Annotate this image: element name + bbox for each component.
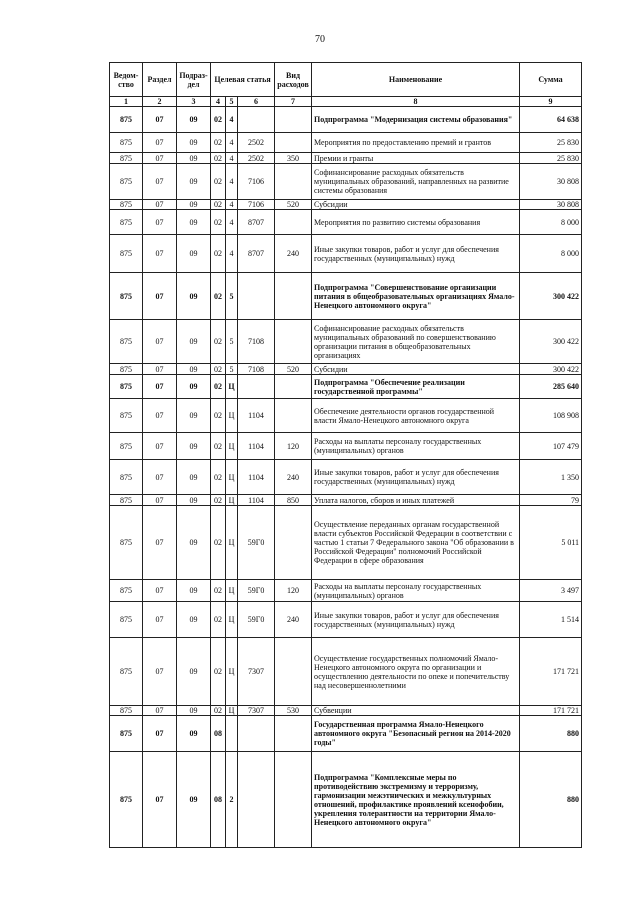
cell-target-subprogram: 4 bbox=[226, 200, 238, 210]
table-row bbox=[110, 107, 582, 133]
cell-sum: 171 721 bbox=[520, 706, 582, 716]
cell-target-subprogram: 4 bbox=[226, 133, 238, 153]
table-row bbox=[110, 320, 582, 364]
cell-razdel: 07 bbox=[143, 433, 177, 460]
cell-vedomstvo: 875 bbox=[110, 133, 143, 153]
table-row bbox=[110, 580, 582, 602]
cell-target-program: 02 bbox=[211, 433, 226, 460]
cell-target-program: 02 bbox=[211, 506, 226, 580]
cell-vedomstvo: 875 bbox=[110, 375, 143, 399]
cell-expense-type bbox=[275, 273, 312, 320]
cell-target-subprogram: Ц bbox=[226, 375, 238, 399]
cell-target-subprogram: 5 bbox=[226, 364, 238, 375]
cell-name: Расходы на выплаты персоналу государственных (муниципальных) органов bbox=[312, 433, 520, 460]
cell-target-direction: 7108 bbox=[238, 320, 275, 364]
cell-target-direction bbox=[238, 752, 275, 848]
cell-name: Субвенции bbox=[312, 706, 520, 716]
cell-razdel: 07 bbox=[143, 716, 177, 752]
cell-target-subprogram: Ц bbox=[226, 460, 238, 495]
cell-sum: 1 350 bbox=[520, 460, 582, 495]
cell-expense-type bbox=[275, 506, 312, 580]
cell-name: Премии и гранты bbox=[312, 153, 520, 164]
cell-target-program: 02 bbox=[211, 375, 226, 399]
column-number: 3 bbox=[177, 97, 211, 107]
cell-expense-type: 850 bbox=[275, 495, 312, 506]
cell-target-program: 08 bbox=[211, 716, 226, 752]
cell-sum: 300 422 bbox=[520, 273, 582, 320]
cell-target-subprogram: Ц bbox=[226, 495, 238, 506]
cell-vedomstvo: 875 bbox=[110, 433, 143, 460]
header-razdel: Раздел bbox=[143, 63, 177, 97]
cell-name: Осуществление переданных органам государственной власти субъектов Российской Федерации в соответствии с частью 1 статьи 7 Федерального закона "Об образовании в Российской Федерации" полномочий Российской Федерации в сфере образования bbox=[312, 506, 520, 580]
cell-vedomstvo: 875 bbox=[110, 399, 143, 433]
cell-name: Расходы на выплаты персоналу государственных (муниципальных) органов bbox=[312, 580, 520, 602]
cell-name: Государственная программа Ямало-Ненецкого автономного округа "Безопасный регион на 2014-2020 годы" bbox=[312, 716, 520, 752]
column-number: 5 bbox=[226, 97, 238, 107]
table-row bbox=[110, 273, 582, 320]
cell-name: Софинансирование расходных обязательств муниципальных образований по совершенствованию организации питания в общеобразовательных организациях bbox=[312, 320, 520, 364]
table-row bbox=[110, 375, 582, 399]
cell-vedomstvo: 875 bbox=[110, 460, 143, 495]
cell-podrazdel: 09 bbox=[177, 460, 211, 495]
cell-expense-type bbox=[275, 375, 312, 399]
cell-target-program: 02 bbox=[211, 164, 226, 200]
cell-podrazdel: 09 bbox=[177, 200, 211, 210]
cell-expense-type: 120 bbox=[275, 580, 312, 602]
cell-target-direction bbox=[238, 107, 275, 133]
cell-target-program: 02 bbox=[211, 638, 226, 706]
cell-target-subprogram: 5 bbox=[226, 320, 238, 364]
cell-target-subprogram: 4 bbox=[226, 107, 238, 133]
cell-podrazdel: 09 bbox=[177, 638, 211, 706]
cell-razdel: 07 bbox=[143, 375, 177, 399]
cell-razdel: 07 bbox=[143, 602, 177, 638]
cell-vedomstvo: 875 bbox=[110, 495, 143, 506]
cell-name: Обеспечение деятельности органов государственной власти Ямало-Ненецкого автономного округа bbox=[312, 399, 520, 433]
cell-sum: 30 808 bbox=[520, 200, 582, 210]
cell-podrazdel: 09 bbox=[177, 107, 211, 133]
table-row bbox=[110, 506, 582, 580]
cell-target-direction: 1104 bbox=[238, 460, 275, 495]
cell-expense-type: 530 bbox=[275, 706, 312, 716]
cell-razdel: 07 bbox=[143, 320, 177, 364]
header-target-article: Целевая статья bbox=[211, 63, 275, 97]
cell-target-direction: 1104 bbox=[238, 399, 275, 433]
cell-target-subprogram: 4 bbox=[226, 164, 238, 200]
cell-name: Субсидии bbox=[312, 364, 520, 375]
cell-podrazdel: 09 bbox=[177, 210, 211, 235]
column-number: 6 bbox=[238, 97, 275, 107]
table-row bbox=[110, 495, 582, 506]
table-body bbox=[110, 63, 582, 848]
cell-vedomstvo: 875 bbox=[110, 638, 143, 706]
cell-name: Подпрограмма "Обеспечение реализации государственной программы" bbox=[312, 375, 520, 399]
table-row bbox=[110, 200, 582, 210]
cell-expense-type bbox=[275, 320, 312, 364]
cell-razdel: 07 bbox=[143, 399, 177, 433]
cell-target-subprogram: 4 bbox=[226, 235, 238, 273]
cell-sum: 300 422 bbox=[520, 320, 582, 364]
cell-target-program: 02 bbox=[211, 320, 226, 364]
cell-vedomstvo: 875 bbox=[110, 210, 143, 235]
cell-name: Осуществление государственных полномочий Ямало-Ненецкого автономного округа по организации и осуществлению деятельности по опеке и попечительству над несовершеннолетними bbox=[312, 638, 520, 706]
cell-target-subprogram: 5 bbox=[226, 273, 238, 320]
cell-sum: 8 000 bbox=[520, 210, 582, 235]
cell-expense-type bbox=[275, 210, 312, 235]
cell-expense-type bbox=[275, 107, 312, 133]
cell-target-subprogram: Ц bbox=[226, 433, 238, 460]
cell-target-direction: 59Г0 bbox=[238, 506, 275, 580]
cell-vedomstvo: 875 bbox=[110, 716, 143, 752]
cell-expense-type bbox=[275, 638, 312, 706]
budget-table bbox=[109, 62, 582, 848]
cell-razdel: 07 bbox=[143, 153, 177, 164]
cell-target-direction: 7108 bbox=[238, 364, 275, 375]
cell-razdel: 07 bbox=[143, 495, 177, 506]
cell-podrazdel: 09 bbox=[177, 433, 211, 460]
cell-vedomstvo: 875 bbox=[110, 320, 143, 364]
column-number: 8 bbox=[312, 97, 520, 107]
cell-target-program: 02 bbox=[211, 210, 226, 235]
cell-target-program: 08 bbox=[211, 752, 226, 848]
cell-target-direction: 1104 bbox=[238, 433, 275, 460]
column-number-row bbox=[110, 97, 582, 107]
cell-razdel: 07 bbox=[143, 638, 177, 706]
cell-target-program: 02 bbox=[211, 200, 226, 210]
cell-target-program: 02 bbox=[211, 133, 226, 153]
cell-target-direction bbox=[238, 716, 275, 752]
cell-name: Подпрограмма "Модернизация системы образования" bbox=[312, 107, 520, 133]
cell-sum: 171 721 bbox=[520, 638, 582, 706]
cell-expense-type: 240 bbox=[275, 235, 312, 273]
column-number: 7 bbox=[275, 97, 312, 107]
cell-target-subprogram: Ц bbox=[226, 638, 238, 706]
table-row bbox=[110, 153, 582, 164]
cell-target-program: 02 bbox=[211, 153, 226, 164]
cell-sum: 30 808 bbox=[520, 164, 582, 200]
cell-razdel: 07 bbox=[143, 706, 177, 716]
cell-podrazdel: 09 bbox=[177, 164, 211, 200]
column-number: 4 bbox=[211, 97, 226, 107]
table-row bbox=[110, 706, 582, 716]
cell-vedomstvo: 875 bbox=[110, 235, 143, 273]
cell-target-subprogram: 4 bbox=[226, 210, 238, 235]
cell-expense-type: 240 bbox=[275, 460, 312, 495]
cell-target-program: 02 bbox=[211, 273, 226, 320]
cell-vedomstvo: 875 bbox=[110, 107, 143, 133]
cell-sum: 108 908 bbox=[520, 399, 582, 433]
cell-sum: 25 830 bbox=[520, 133, 582, 153]
column-number: 2 bbox=[143, 97, 177, 107]
cell-expense-type: 350 bbox=[275, 153, 312, 164]
cell-target-subprogram: Ц bbox=[226, 399, 238, 433]
cell-target-program: 02 bbox=[211, 235, 226, 273]
cell-razdel: 07 bbox=[143, 133, 177, 153]
cell-vedomstvo: 875 bbox=[110, 273, 143, 320]
header-vedomstvo: Ведом-ство bbox=[110, 63, 143, 97]
cell-vedomstvo: 875 bbox=[110, 153, 143, 164]
cell-sum: 25 830 bbox=[520, 153, 582, 164]
cell-name: Мероприятия по предоставлению премий и грантов bbox=[312, 133, 520, 153]
cell-podrazdel: 09 bbox=[177, 495, 211, 506]
cell-target-program: 02 bbox=[211, 495, 226, 506]
cell-expense-type: 120 bbox=[275, 433, 312, 460]
cell-target-subprogram: Ц bbox=[226, 602, 238, 638]
cell-podrazdel: 09 bbox=[177, 320, 211, 364]
cell-name: Подпрограмма "Комплексные меры по противодействию экстремизму и терроризму, гармонизации межэтнических и межкультурных отношений, профилактике проявлений ксенофобии, укрепления толерантности на территории Ямало-Ненецкого автономного округа" bbox=[312, 752, 520, 848]
table-row bbox=[110, 210, 582, 235]
cell-sum: 107 479 bbox=[520, 433, 582, 460]
cell-podrazdel: 09 bbox=[177, 133, 211, 153]
cell-podrazdel: 09 bbox=[177, 375, 211, 399]
cell-vedomstvo: 875 bbox=[110, 364, 143, 375]
cell-expense-type: 520 bbox=[275, 200, 312, 210]
cell-sum: 285 640 bbox=[520, 375, 582, 399]
cell-target-program: 02 bbox=[211, 580, 226, 602]
header-name: Наименование bbox=[312, 63, 520, 97]
cell-expense-type bbox=[275, 399, 312, 433]
cell-sum: 300 422 bbox=[520, 364, 582, 375]
cell-vedomstvo: 875 bbox=[110, 164, 143, 200]
cell-sum: 1 514 bbox=[520, 602, 582, 638]
cell-target-direction: 7307 bbox=[238, 638, 275, 706]
cell-vedomstvo: 875 bbox=[110, 200, 143, 210]
table-row bbox=[110, 133, 582, 153]
header-row bbox=[110, 63, 582, 97]
cell-target-direction: 7307 bbox=[238, 706, 275, 716]
cell-target-program: 02 bbox=[211, 107, 226, 133]
cell-name: Иные закупки товаров, работ и услуг для обеспечения государственных (муниципальных) нужд bbox=[312, 460, 520, 495]
cell-name: Подпрограмма "Совершенствование организации питания в общеобразовательных организациях Ямало-Ненецкого автономного округа" bbox=[312, 273, 520, 320]
cell-target-subprogram: Ц bbox=[226, 506, 238, 580]
table-row bbox=[110, 602, 582, 638]
cell-razdel: 07 bbox=[143, 164, 177, 200]
cell-sum: 3 497 bbox=[520, 580, 582, 602]
cell-target-direction bbox=[238, 273, 275, 320]
cell-target-direction: 1104 bbox=[238, 495, 275, 506]
page-number: 70 bbox=[315, 34, 325, 45]
cell-podrazdel: 09 bbox=[177, 364, 211, 375]
cell-vedomstvo: 875 bbox=[110, 706, 143, 716]
cell-razdel: 07 bbox=[143, 752, 177, 848]
cell-name: Мероприятия по развитию системы образования bbox=[312, 210, 520, 235]
cell-vedomstvo: 875 bbox=[110, 752, 143, 848]
cell-podrazdel: 09 bbox=[177, 580, 211, 602]
table-row bbox=[110, 460, 582, 495]
cell-razdel: 07 bbox=[143, 107, 177, 133]
table-row bbox=[110, 235, 582, 273]
cell-target-program: 02 bbox=[211, 706, 226, 716]
cell-razdel: 07 bbox=[143, 210, 177, 235]
cell-target-subprogram: 2 bbox=[226, 752, 238, 848]
cell-sum: 79 bbox=[520, 495, 582, 506]
cell-expense-type bbox=[275, 164, 312, 200]
table-row bbox=[110, 752, 582, 848]
cell-target-subprogram bbox=[226, 716, 238, 752]
table-row bbox=[110, 638, 582, 706]
cell-expense-type bbox=[275, 752, 312, 848]
cell-razdel: 07 bbox=[143, 580, 177, 602]
cell-target-direction: 7106 bbox=[238, 164, 275, 200]
table-row bbox=[110, 364, 582, 375]
cell-expense-type: 240 bbox=[275, 602, 312, 638]
header-sum: Сумма bbox=[520, 63, 582, 97]
cell-target-direction: 8707 bbox=[238, 235, 275, 273]
cell-name: Субсидии bbox=[312, 200, 520, 210]
cell-target-direction: 59Г0 bbox=[238, 602, 275, 638]
cell-target-subprogram: 4 bbox=[226, 153, 238, 164]
cell-podrazdel: 09 bbox=[177, 399, 211, 433]
cell-razdel: 07 bbox=[143, 235, 177, 273]
cell-razdel: 07 bbox=[143, 460, 177, 495]
cell-vedomstvo: 875 bbox=[110, 602, 143, 638]
cell-target-subprogram: Ц bbox=[226, 706, 238, 716]
cell-razdel: 07 bbox=[143, 506, 177, 580]
cell-target-direction bbox=[238, 375, 275, 399]
cell-name: Уплата налогов, сборов и иных платежей bbox=[312, 495, 520, 506]
cell-expense-type: 520 bbox=[275, 364, 312, 375]
cell-podrazdel: 09 bbox=[177, 153, 211, 164]
cell-podrazdel: 09 bbox=[177, 273, 211, 320]
cell-sum: 880 bbox=[520, 752, 582, 848]
cell-target-program: 02 bbox=[211, 602, 226, 638]
cell-vedomstvo: 875 bbox=[110, 580, 143, 602]
cell-name: Софинансирование расходных обязательств муниципальных образований, направленных на развитие системы образования bbox=[312, 164, 520, 200]
header-expense-type: Вид расходов bbox=[275, 63, 312, 97]
cell-podrazdel: 09 bbox=[177, 706, 211, 716]
cell-target-direction: 7106 bbox=[238, 200, 275, 210]
cell-expense-type bbox=[275, 133, 312, 153]
table-row bbox=[110, 716, 582, 752]
cell-name: Иные закупки товаров, работ и услуг для обеспечения государственных (муниципальных) нужд bbox=[312, 235, 520, 273]
cell-razdel: 07 bbox=[143, 200, 177, 210]
cell-podrazdel: 09 bbox=[177, 752, 211, 848]
table-row bbox=[110, 433, 582, 460]
cell-sum: 8 000 bbox=[520, 235, 582, 273]
cell-target-direction: 2502 bbox=[238, 133, 275, 153]
cell-razdel: 07 bbox=[143, 273, 177, 320]
header-podrazdel: Подраз-дел bbox=[177, 63, 211, 97]
cell-expense-type bbox=[275, 716, 312, 752]
cell-sum: 880 bbox=[520, 716, 582, 752]
cell-razdel: 07 bbox=[143, 364, 177, 375]
cell-target-direction: 8707 bbox=[238, 210, 275, 235]
cell-target-program: 02 bbox=[211, 364, 226, 375]
cell-target-program: 02 bbox=[211, 399, 226, 433]
table-row bbox=[110, 164, 582, 200]
cell-podrazdel: 09 bbox=[177, 506, 211, 580]
cell-sum: 5 011 bbox=[520, 506, 582, 580]
column-number: 1 bbox=[110, 97, 143, 107]
cell-podrazdel: 09 bbox=[177, 716, 211, 752]
cell-target-direction: 59Г0 bbox=[238, 580, 275, 602]
cell-podrazdel: 09 bbox=[177, 235, 211, 273]
table-row bbox=[110, 399, 582, 433]
cell-target-subprogram: Ц bbox=[226, 580, 238, 602]
cell-target-program: 02 bbox=[211, 460, 226, 495]
cell-target-direction: 2502 bbox=[238, 153, 275, 164]
cell-name: Иные закупки товаров, работ и услуг для обеспечения государственных (муниципальных) нужд bbox=[312, 602, 520, 638]
cell-podrazdel: 09 bbox=[177, 602, 211, 638]
cell-vedomstvo: 875 bbox=[110, 506, 143, 580]
cell-sum: 64 638 bbox=[520, 107, 582, 133]
column-number: 9 bbox=[520, 97, 582, 107]
